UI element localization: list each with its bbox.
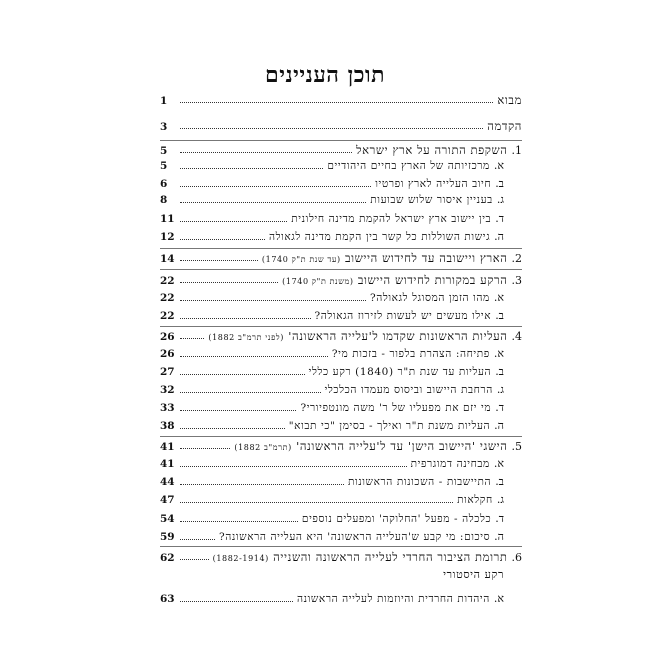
dot-leader <box>180 550 209 560</box>
entry-label: חקלאות <box>457 494 493 506</box>
entry-number: א. <box>493 291 504 304</box>
toc-entry-5d[interactable] <box>160 512 504 526</box>
toc-entry-5e[interactable] <box>160 530 504 544</box>
dot-leader <box>180 592 293 602</box>
entry-number: ד. <box>495 212 504 225</box>
entry-label: הרקע במקורות לחידוש היישוב (משנת ת"ק 1740) <box>282 273 508 287</box>
entry-number: א. <box>493 347 504 360</box>
entry-number: 2. <box>511 252 522 265</box>
page-number: 59 <box>160 531 175 543</box>
page-number: 27 <box>160 366 175 378</box>
entry-label: גישות השוללות כל קשר בין הקמת מדינה לגאולה <box>268 231 491 243</box>
dot-leader <box>180 493 453 503</box>
entry-number: ב. <box>495 365 504 378</box>
entry-number: ה. <box>494 530 504 543</box>
page-number: 5 <box>160 160 168 172</box>
entry-number: ג. <box>496 193 504 206</box>
page-number: 1 <box>160 95 168 107</box>
entry-label: בעניין איסור שלוש שבועות <box>370 194 493 206</box>
entry-label: העליות עד שנת ת"ר (1840) רקע כללי <box>308 366 492 378</box>
entry-label: חיוב העלייה לארץ ופרטיו <box>375 178 492 190</box>
toc-entry-4b[interactable] <box>160 365 504 379</box>
dot-leader <box>180 251 258 261</box>
page-title: תוכן העניינים <box>264 62 385 88</box>
dot-leader <box>180 309 311 319</box>
dot-leader <box>180 329 204 339</box>
page-number: 11 <box>160 213 175 225</box>
page-number: 3 <box>160 121 168 133</box>
section-divider <box>160 546 522 547</box>
dot-leader <box>180 439 230 449</box>
page-number: 8 <box>160 194 168 206</box>
entry-number: 4. <box>511 330 522 343</box>
entry-label: היהדות החרדית והיוזמות לעלייה הראשונה <box>296 593 490 605</box>
toc-entry-5a[interactable] <box>160 457 504 471</box>
entry-number: 6. <box>511 551 522 564</box>
entry-date-range: (תרמ"ב 1882) <box>234 443 292 452</box>
entry-label: סיכום: מי קבע ש'העלייה הראשונה' היא העלייה הראשונה? <box>219 531 491 543</box>
dot-leader <box>180 119 483 129</box>
dot-leader <box>180 457 407 467</box>
toc-entry-1c[interactable] <box>160 193 504 207</box>
entry-date-range: (לפני תרמ"ב 1882) <box>208 333 284 342</box>
toc-entry-chapter-5[interactable] <box>160 439 522 453</box>
entry-number: 1. <box>511 144 522 157</box>
page-number: 22 <box>160 292 175 304</box>
page-number: 62 <box>160 552 175 564</box>
entry-number: ה. <box>494 419 504 432</box>
page-number: 12 <box>160 231 175 243</box>
toc-entry-3a[interactable] <box>160 291 504 305</box>
entry-label: הארץ ויישובה עד לחידוש היישוב (עד שנת ת"ק 1740) <box>261 251 508 265</box>
toc-entry-3b[interactable] <box>160 309 504 323</box>
entry-label: הישגי 'היישוב הישן' עד ל'עלייה הראשונה' (תרמ"ב 1882) <box>234 439 508 453</box>
toc-entry-chapter-1[interactable] <box>160 143 522 157</box>
page-number: 26 <box>160 331 175 343</box>
dot-leader <box>180 177 371 187</box>
section-divider <box>160 248 522 249</box>
page-number: 32 <box>160 384 175 396</box>
toc-entry-chapter-3[interactable] <box>160 273 522 287</box>
section-divider <box>160 269 522 270</box>
entry-label: אילו מעשים יש לעשות לזירוז הגאולה? <box>314 310 492 322</box>
dot-leader <box>180 347 328 357</box>
entry-label: העליות משנת ת"ר ואילך - בסימן "כי תבוא" <box>288 420 491 432</box>
entry-label: מהו הזמן המסוגל לגאולה? <box>370 292 490 304</box>
page-number: 6 <box>160 178 168 190</box>
entry-label: הרחבת היישוב וביסוס מעמדו הכלכלי <box>324 384 493 396</box>
entry-label: מי יזם את מפעליו של ר' משה מונטפיורי? <box>300 402 492 414</box>
entry-number: א. <box>493 457 504 470</box>
toc-entry-1e[interactable] <box>160 230 504 244</box>
page-number: 14 <box>160 253 175 265</box>
dot-leader <box>180 143 352 153</box>
toc-entry-4e[interactable] <box>160 419 504 433</box>
page-number: 26 <box>160 348 175 360</box>
toc-entry-5c[interactable] <box>160 493 504 507</box>
toc-entry-5b[interactable] <box>160 475 504 489</box>
entry-date-range: (משנת ת"ק 1740) <box>282 277 354 286</box>
entry-number: ג. <box>496 493 504 506</box>
entry-number: ה. <box>494 230 504 243</box>
page-number: 63 <box>160 593 175 605</box>
section-divider <box>160 436 522 437</box>
page-number: 22 <box>160 275 175 287</box>
toc-entry-4a[interactable] <box>160 347 504 361</box>
dot-leader <box>180 530 215 540</box>
entry-number: 5. <box>511 440 522 453</box>
entry-number: ג. <box>496 383 504 396</box>
entry-label: כלכלה - מפעל 'החלוקה' ומפעלים נוספים <box>301 513 492 525</box>
toc-entry-preface[interactable] <box>160 119 522 133</box>
dot-leader <box>180 419 285 429</box>
toc-entry-4d[interactable] <box>160 401 504 415</box>
toc-entry-6-background[interactable] <box>160 568 504 582</box>
page-number: 22 <box>160 310 175 322</box>
dot-leader <box>180 365 305 375</box>
entry-number: ב. <box>495 309 504 322</box>
toc-entry-4c[interactable] <box>160 383 504 397</box>
entry-number: ב. <box>495 475 504 488</box>
dot-leader <box>180 193 366 203</box>
toc-entry-intro[interactable] <box>160 93 522 107</box>
entry-label: השקפת התורה על ארץ ישראל <box>356 143 508 157</box>
entry-number: ד. <box>495 401 504 414</box>
entry-label: מבחינה דמוגרפית <box>410 458 490 470</box>
entry-number: ד. <box>495 512 504 525</box>
entry-date-range: (עד שנת ת"ק 1740) <box>261 255 341 264</box>
page-number: 47 <box>160 494 175 506</box>
entry-label: בין יישוב ארץ ישראל להקמת מדינה חילונית <box>291 213 492 225</box>
page-number: 41 <box>160 441 175 453</box>
entry-date-range: (1882-1914) <box>212 554 269 563</box>
entry-number: א. <box>493 159 504 172</box>
dot-leader <box>180 93 493 103</box>
page-number: 33 <box>160 402 175 414</box>
entry-label: מבוא <box>497 93 522 107</box>
entry-label: תרומת הציבור החרדי לעלייה הראשונה והשנייה (1882-1914) <box>212 550 508 564</box>
entry-label: התיישבות - השכונות הראשונות <box>347 476 492 488</box>
toc-entry-6a[interactable] <box>160 592 504 606</box>
toc-entry-chapter-4[interactable] <box>160 329 522 343</box>
toc-entry-1a[interactable] <box>160 159 504 173</box>
dot-leader <box>180 273 278 283</box>
entry-label: פתיחה: הצהרת בלפור - בזכות מי? <box>331 348 490 360</box>
page-number: 54 <box>160 513 175 525</box>
section-divider <box>160 326 522 327</box>
entry-number: 3. <box>511 274 522 287</box>
entry-label: מרכזיותה של הארץ בחיים היהודיים <box>327 160 490 172</box>
entry-label: העליות הראשונות שקדמו ל'עלייה הראשונה' (לפני תרמ"ב 1882) <box>208 329 508 343</box>
dot-leader <box>180 230 265 240</box>
dot-leader <box>180 383 321 393</box>
dot-leader <box>180 159 323 169</box>
section-divider <box>160 140 522 141</box>
toc-entry-chapter-6[interactable] <box>160 550 522 564</box>
page-number: 38 <box>160 420 175 432</box>
page-number: 5 <box>160 145 168 157</box>
entry-label: רקע היסטורי <box>443 568 504 581</box>
page-number: 41 <box>160 458 175 470</box>
dot-leader <box>180 401 296 411</box>
entry-number: א. <box>493 592 504 605</box>
toc-entry-1d[interactable] <box>160 212 504 226</box>
dot-leader <box>180 212 287 222</box>
dot-leader <box>180 512 298 522</box>
toc-entry-1b[interactable] <box>160 177 504 191</box>
dot-leader <box>180 291 366 301</box>
page-number: 44 <box>160 476 175 488</box>
toc-entry-chapter-2[interactable] <box>160 251 522 265</box>
dot-leader <box>180 475 344 485</box>
entry-label: הקדמה <box>487 119 522 133</box>
entry-number: ב. <box>495 177 504 190</box>
